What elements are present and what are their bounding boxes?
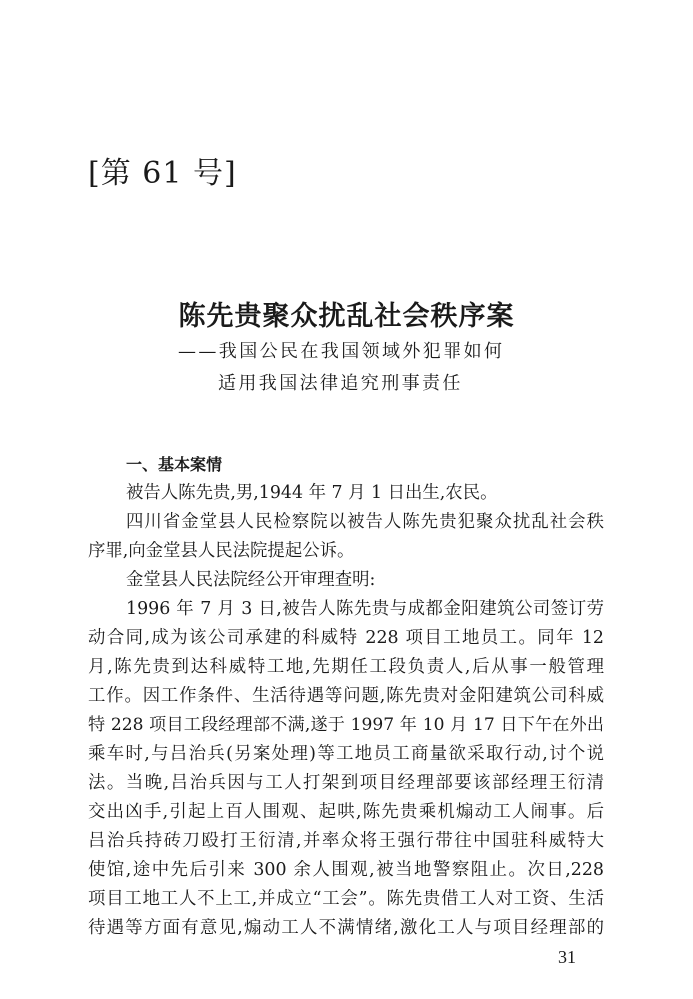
body-line: 四川省金堂县人民检察院以被告人陈先贵犯聚众扰乱社会秩 <box>126 512 604 532</box>
body-line: 动合同,成为该公司承建的科威特 228 项目工地员工。同年 12 <box>88 628 604 648</box>
body-line: 法。当晚,吕治兵因与工人打架到项目经理部要该部经理王衍清 <box>88 773 604 793</box>
body-line: 工作。因工作条件、生活待遇等问题,陈先贵对金阳建筑公司科威 <box>88 686 604 706</box>
subtitle-line-2: 适用我国法律追究刑事责任 <box>218 373 463 394</box>
body-line: 月,陈先贵到达科威特工地,先期任工段负责人,后从事一般管理 <box>88 657 604 677</box>
subtitle-line-1: ——我国公民在我国领域外犯罪如何 <box>178 341 505 362</box>
body-line: 被告人陈先贵,男,1944 年 7 月 1 日出生,农民。 <box>126 483 498 503</box>
body-line: 乘车时,与吕治兵(另案处理)等工地员工商量欲采取行动,讨个说 <box>88 744 604 764</box>
body-line: 待遇等方面有意见,煽动工人不满情绪,激化工人与项目经理部的 <box>88 918 604 938</box>
body-line: 1996 年 7 月 3 日,被告人陈先贵与成都金阳建筑公司签订劳 <box>126 599 604 619</box>
case-title: 陈先贵聚众扰乱社会秩序案 <box>178 301 515 332</box>
body-line: 交出凶手,引起上百人围观、起哄,陈先贵乘机煽动工人闹事。后 <box>88 802 604 822</box>
body-line: 吕治兵持砖刀殴打王衍清,并率众将王强行带往中国驻科威特大 <box>88 831 604 851</box>
section-heading: 一、基本案情 <box>126 455 223 474</box>
body-line: 序罪,向金堂县人民法院提起公诉。 <box>88 541 355 561</box>
body-line: 使馆,途中先后引来 300 余人围观,被当地警察阻止。次日,228 <box>88 860 604 880</box>
body-line: 金堂县人民法院经公开审理查明: <box>126 570 376 590</box>
page-number: 31 <box>558 947 576 967</box>
body-line: 项目工地工人不上工,并成立“工会”。陈先贵借工人对工资、生活 <box>88 889 604 909</box>
case-number: [第 61 号] <box>88 156 237 191</box>
body-line: 特 228 项目工段经理部不满,遂于 1997 年 10 月 17 日下午在外出 <box>88 715 604 735</box>
